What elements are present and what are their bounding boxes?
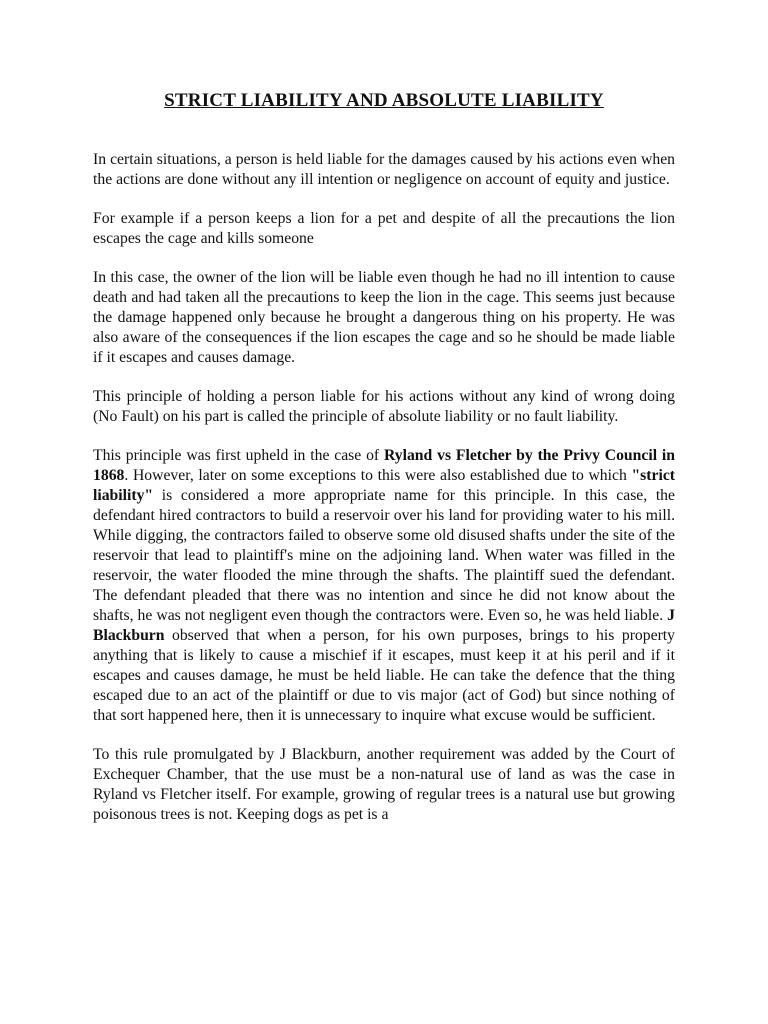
document-title: STRICT LIABILITY AND ABSOLUTE LIABILITY (164, 90, 604, 111)
ryland-text-3: is considered a more appropriate name for this principle. In this case, the defendant hired contractors to build a reservoir over his land for providing water to his mill. While digging, the contractors failed to observe some old disused shafts under the site of the reservoir that lead to plaintiff's mine on the adjoining land. When water was filled in the reservoir, the water flooded the mine through the shafts. The plaintiff sued the defendant. The defendant pleaded that there was no intention and since he did not know about the shafts, he was not negligent even though the contractors were. Even so, he was held liable. (93, 487, 675, 624)
paragraph-intro: In certain situations, a person is held liable for the damages caused by his actions even when the actions are done without any ill intention or negligence on account of equity and justice. (93, 151, 675, 188)
ryland-text-1: This principle was first upheld in the case of (93, 447, 384, 464)
strict-liability-term: "strict liability" (93, 467, 675, 504)
paragraph-ryland-vs-fletcher (93, 446, 675, 726)
paragraph-absolute-liability-definition: This principle of holding a person liable for his actions without any kind of wrong doing (No Fault) on his part is called the principle of absolute liability or no fault liability. (93, 388, 675, 425)
j-blackburn-name: J Blackburn (93, 607, 675, 644)
document-body (93, 150, 675, 844)
ryland-text-4: observed that when a person, for his own purposes, brings to his property anything that is likely to cause a mischief if it escapes, must keep it at his peril and if it escapes and causes damage, he must be held liable. He can take the defence that the thing escaped due to an act of the plaintiff or due to vis major (act of God) but since nothing of that sort happened here, then it is unnecessary to inquire what excuse would be sufficient. (93, 627, 675, 724)
paragraph-lion-example: For example if a person keeps a lion for a pet and despite of all the precautions the lion escapes the cage and kills someone (93, 210, 675, 247)
ryland-text-2: . However, later on some exceptions to this were also established due to which (124, 467, 632, 484)
paragraph-non-natural-use: To this rule promulgated by J Blackburn, another requirement was added by the Court of Exchequer Chamber, that the use must be a non-natural use of land as was the case in Ryland vs Fletcher itself. For example, growing of regular trees is a natural use but growing poisonous trees is not. Keeping dogs as pet is a (93, 746, 675, 823)
ryland-case-citation: Ryland vs Fletcher by the Privy Council in 1868 (93, 447, 675, 484)
paragraph-lion-owner-liability: In this case, the owner of the lion will be liable even though he had no ill intention to cause death and had taken all the precautions to keep the lion in the cage. This seems just because the damage happened only because he brought a dangerous thing on his property. He was also aware of the consequences if the lion escapes the cage and so he should be made liable if it escapes and causes damage. (93, 269, 675, 366)
